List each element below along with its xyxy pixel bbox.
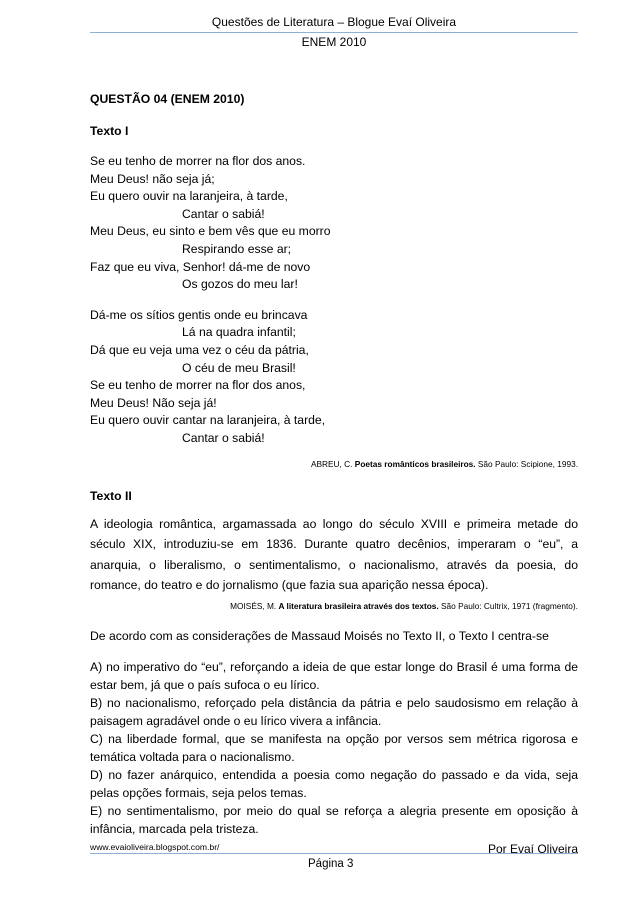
footer-author: Por Evaí Oliveira (487, 842, 578, 856)
poem-line: Se eu tenho de morrer na flor dos anos, (90, 378, 306, 393)
poem-line: O céu de meu Brasil! (182, 360, 296, 375)
texto2-title: Texto II (90, 488, 132, 503)
texto2-citation (90, 600, 578, 612)
citation-rest: São Paulo: Scipione, 1993. (475, 458, 578, 469)
poem-line: Os gozos do meu lar! (182, 277, 298, 292)
citation-author: MOISÉS, M. (230, 600, 279, 611)
poem-line: Cantar o sabiá! (182, 430, 265, 445)
header-subtitle: ENEM 2010 (301, 35, 367, 49)
alternative-a: A) no imperativo do “eu”, reforçando a ideia de que estar longe do Brasil é uma forma de estar bem, já que o país sufoca o eu lírico. (90, 660, 578, 693)
poem-line: Meu Deus! Não seja já! (90, 395, 217, 410)
citation-author: ABREU, C. (310, 458, 355, 469)
alternative-b: B) no nacionalismo, reforçado pela distância da pátria e pelo saudosismo em relação à paisagem agradável onde o eu lírico vivera a infância. (90, 696, 578, 729)
texto2-body: A ideologia romântica, argamassada ao longo do século XVIII e primeira metade do século XIX, introduziu-se em 1836. Durante quatro decênios, imperaram o “eu”, a anarquia, o liberalismo, o sentimentalismo, o nacionalismo, através da poesia, do romance, do teatro e do jornalismo (que fazia sua aparição nessa época). (90, 516, 578, 593)
alternative-c: C) na liberdade formal, que se manifesta na opção por versos sem métrica rigorosa e temática voltada para o nacionalismo. (90, 732, 578, 764)
citation-work: Poetas românticos brasileiros. (354, 458, 476, 469)
poem-line: Se eu tenho de morrer na flor dos anos. (90, 154, 306, 168)
poem-line: Meu Deus! não seja já; (90, 171, 215, 186)
poem-line: Cantar o sabiá! (182, 206, 265, 221)
alternative-e: E) no sentimentalismo, por meio do qual se reforça a alegria presente em oposição à infância, marcada pela tristeza. (90, 803, 578, 836)
poem-line: Dá que eu veja uma vez o céu da pátria, (90, 342, 309, 357)
page-footer (90, 842, 578, 872)
footer-url[interactable]: www.evaioliveira.blogspot.com.br/ (90, 842, 220, 852)
texto1-title: Texto I (90, 124, 129, 138)
poem-line: Eu quero ouvir cantar na laranjeira, à tarde, (90, 413, 326, 428)
page-content (90, 90, 578, 839)
header-title: Questões de Literatura – Blogue Evaí Oliveira (90, 14, 578, 33)
poem-line: Faz que eu viva, Senhor! dá-me de novo (90, 259, 311, 274)
page-header (90, 14, 578, 51)
poem-line: Meu Deus, eu sinto e bem vês que eu morro (90, 224, 331, 239)
poem-line: Respirando esse ar; (182, 241, 292, 256)
citation-rest: São Paulo: Cultrix, 1971 (fragmento). (438, 600, 578, 611)
alternatives-list (90, 659, 578, 838)
page-number: Página 3 (308, 858, 354, 870)
question-title: QUESTÃO 04 (ENEM 2010) (90, 92, 245, 106)
alternative-d: D) no fazer anárquico, entendida a poesia como negação do passado e da vida, seja pelas opções formais, seja pelos temas. (90, 767, 578, 800)
texto1-citation (90, 458, 578, 470)
poem-stanza-2 (90, 307, 578, 448)
citation-work: A literatura brasileira através dos textos. (278, 600, 439, 611)
poem-line: Eu quero ouvir na laranjeira, à tarde, (90, 189, 288, 204)
poem-stanza-1 (90, 153, 578, 294)
question-prompt: De acordo com as considerações de Massaud Moisés no Texto II, o Texto I centra-se (90, 628, 549, 643)
poem-line: Dá-me os sítios gentis onde eu brincava (90, 307, 308, 322)
poem-line: Lá na quadra infantil; (182, 325, 296, 340)
